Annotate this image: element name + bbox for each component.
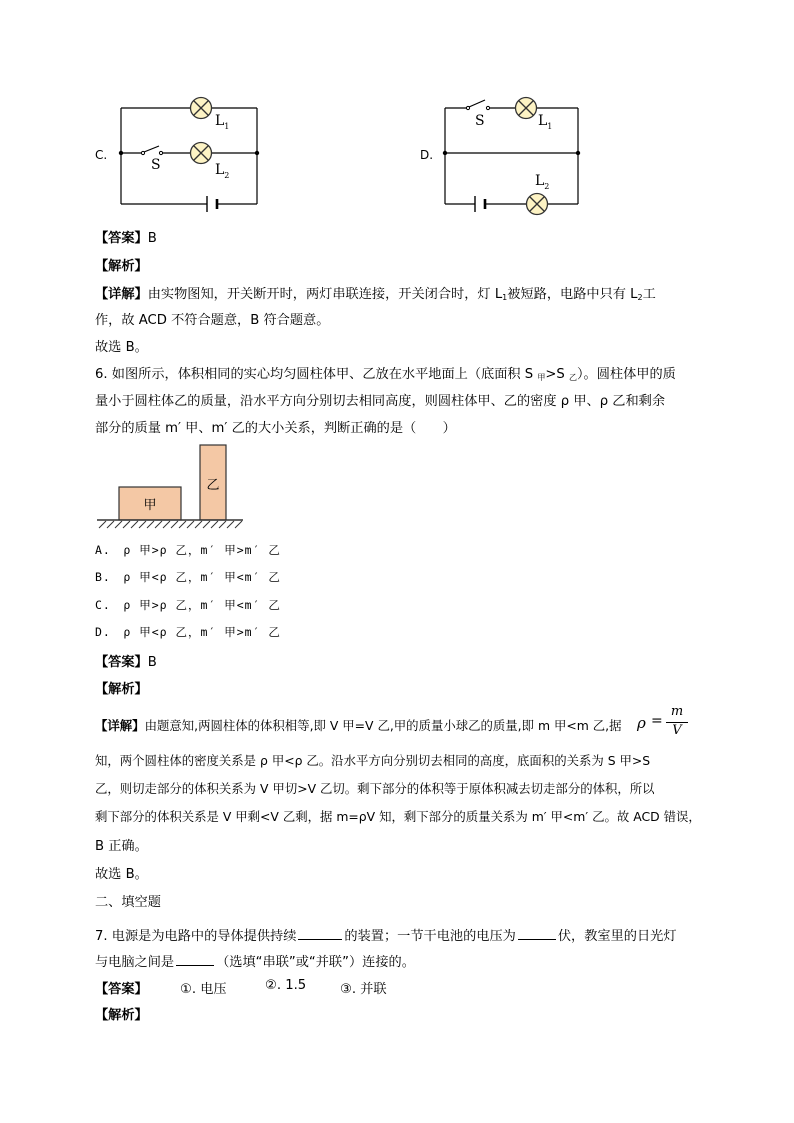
q6-detail-line4: 剩下部分的体积关系是 V 甲剩<V 乙剩，据 m=ρV 知，剩下部分的质量关系为 m′ 甲<m′ 乙。故 ACD 错误， xyxy=(95,809,701,824)
q7-stem-line1: 7. 电源是为电路中的导体提供持续 的装置；一节干电池的电压为 伏，教室里的日光灯 xyxy=(95,929,677,944)
answer-3: ③. 并联 xyxy=(340,982,387,997)
answer-tag: 【答案】 xyxy=(95,982,148,997)
lamp-l1-icon xyxy=(516,98,537,119)
q6-detail-line5: B 正确。 xyxy=(95,839,148,854)
detail-tag: 【详解】 xyxy=(95,718,145,733)
q7-answer-line xyxy=(95,978,387,997)
circuit-diagram-c xyxy=(115,92,265,217)
option-c-letter: C. xyxy=(95,148,108,162)
q6-analysis-tag: 【解析】 xyxy=(95,682,148,697)
label-yi: 乙 xyxy=(206,478,220,493)
ground-hatching xyxy=(99,521,242,528)
q6-stem-line2: 量小于圆柱体乙的质量，沿水平方向分别切去相同高度，则圆柱体甲、乙的密度 ρ 甲、ρ 乙和剩余 xyxy=(95,394,666,409)
answer-2: ②. 1.5 xyxy=(265,978,307,993)
q6-stem-line3: 部分的质量 m′ 甲、m′ 乙的大小关系，判断正确的是（ ） xyxy=(95,421,456,436)
lamp-l2-icon xyxy=(527,194,548,215)
q6-detail-line2: 知，两个圆柱体的密度关系是 ρ 甲<ρ 乙。沿水平方向分别切去相同的高度，底面积的关系为 S 甲>S xyxy=(95,753,651,768)
label-switch: S xyxy=(151,157,161,173)
q5-detail-line1: 【详解】由实物图知，开关断开时，两灯串联连接，开关闭合时，灯 $L_1$被短路，电路中只有 $L_2$工 xyxy=(95,287,656,302)
label-switch: S xyxy=(475,113,485,129)
q6-detail-line3: 乙，则切走部分的体积关系为 V 甲切>V 乙切。剩下部分的体积等于原体积减去切走部分的体积，所以 xyxy=(95,781,655,796)
q5-answer-line xyxy=(95,227,157,246)
cylinders-figure xyxy=(95,442,250,534)
answer-value: B xyxy=(147,655,157,670)
answer-tag: 【答案】 xyxy=(95,231,148,246)
fill-blank-2 xyxy=(518,927,556,940)
q5-choose: 故选 B。 xyxy=(95,340,148,355)
fill-blank-3 xyxy=(176,953,214,966)
label-l2: $L_2$ xyxy=(215,162,230,180)
option-d-letter: D. xyxy=(420,148,434,162)
label-l2: $L_2$ xyxy=(535,173,550,191)
label-l1: $L_1$ xyxy=(215,113,230,131)
q5-analysis-tag: 【解析】 xyxy=(95,259,148,274)
circuit-diagram-d xyxy=(440,92,585,217)
section-heading: 二、填空题 xyxy=(95,895,161,910)
lamp-l1-icon xyxy=(191,98,212,119)
answer-tag: 【答案】 xyxy=(95,655,148,670)
detail-tag: 【详解】 xyxy=(95,287,148,302)
q6-option-a: A. ρ 甲>ρ 乙，m′ 甲>m′ 乙 xyxy=(95,543,281,557)
q6-stem-line1: 6. 如图所示，体积相同的实心均匀圆柱体甲、乙放在水平地面上（底面积 S $_甲$>S $_乙$）。圆柱体甲的质 xyxy=(95,367,676,382)
q6-detail-line1: 【详解】由题意知,两圆柱体的体积相等,即 V 甲=V 乙,甲的质量小球乙的质量,即 m 甲<m 乙,据 xyxy=(95,718,622,733)
fill-blank-1 xyxy=(298,927,342,940)
q6-choose: 故选 B。 xyxy=(95,867,148,882)
answer-value: B xyxy=(147,231,157,246)
q7-analysis-tag: 【解析】 xyxy=(95,1008,148,1023)
q6-option-d: D. ρ 甲<ρ 乙，m′ 甲>m′ 乙 xyxy=(95,625,281,639)
answer-1: ①. 电压 xyxy=(180,982,227,997)
q6-answer-line xyxy=(95,651,157,670)
label-jia: 甲 xyxy=(143,498,157,513)
q6-option-c: C. ρ 甲>ρ 乙，m′ 甲<m′ 乙 xyxy=(95,598,281,612)
lamp-l2-icon xyxy=(191,143,212,164)
q7-stem-line2: 与电脑之间是 （选填“串联”或“并联”）连接的。 xyxy=(95,955,415,970)
q5-detail-line2: 作，故 ACD 不符合题意，B 符合题意。 xyxy=(95,313,330,328)
q6-option-b: B. ρ 甲<ρ 乙，m′ 甲<m′ 乙 xyxy=(95,570,281,584)
label-l1: $L_1$ xyxy=(538,113,553,131)
